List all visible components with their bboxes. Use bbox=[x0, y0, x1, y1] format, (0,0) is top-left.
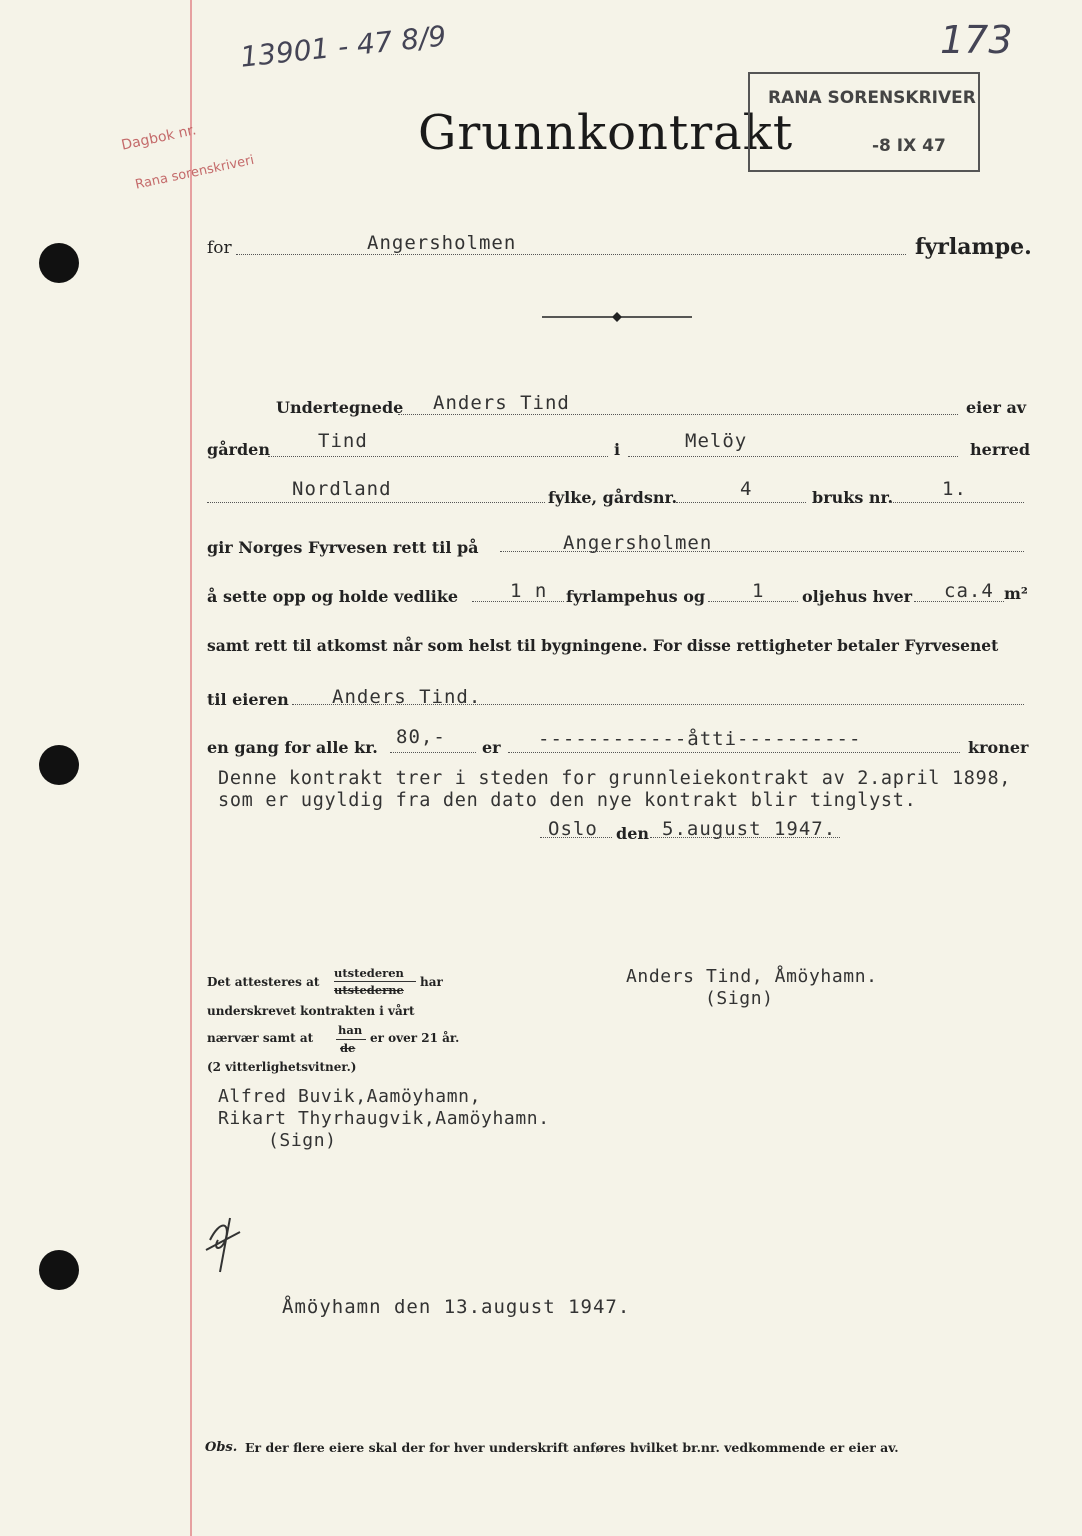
attest-line-3a: nærvær samt at bbox=[207, 1031, 314, 1045]
fraction-line bbox=[336, 1039, 366, 1040]
gir-value: Angersholmen bbox=[563, 532, 713, 554]
signatory-name: Anders Tind, Åmöyhamn. bbox=[626, 966, 878, 987]
page-number: 173 bbox=[940, 18, 1013, 62]
undertegnede-value: Anders Tind bbox=[433, 392, 570, 414]
red-stamp-line1: Dagbok nr. bbox=[120, 122, 198, 154]
herred-value: Melöy bbox=[685, 430, 748, 452]
attest-line-4: (2 vitterlighetsvitner.) bbox=[207, 1060, 357, 1074]
place-date: Åmöyhamn den 13.august 1947. bbox=[282, 1296, 631, 1318]
kroner-label: kroner bbox=[968, 738, 1029, 757]
bruks-label: bruks nr. bbox=[812, 488, 894, 507]
attest-utstederen: utstederen bbox=[334, 966, 404, 980]
garden-label: gården bbox=[207, 440, 270, 459]
dotted-line bbox=[268, 456, 608, 457]
attest-har: har bbox=[420, 975, 443, 989]
margin-line bbox=[190, 0, 192, 1536]
date-value: 5.august 1947. bbox=[662, 818, 837, 840]
signatory-sign: (Sign) bbox=[705, 988, 774, 1009]
amount-value: 80,- bbox=[396, 726, 446, 748]
area-value: ca.4 bbox=[944, 580, 994, 602]
er-label: er bbox=[482, 738, 501, 757]
attest-de: de bbox=[340, 1041, 356, 1055]
obs-label: Obs. bbox=[205, 1440, 238, 1455]
attest-line-1a: Det attesteres at bbox=[207, 975, 320, 989]
eier-av-label: eier av bbox=[966, 398, 1027, 417]
attest-line-3b: er over 21 år. bbox=[370, 1031, 460, 1045]
ornament-divider bbox=[542, 310, 692, 324]
for-label: for bbox=[207, 238, 232, 258]
fraction-line bbox=[334, 981, 416, 982]
date-stamp bbox=[748, 72, 980, 172]
oljehus-label: oljehus hver bbox=[802, 587, 913, 606]
handwritten-initials bbox=[200, 1210, 250, 1280]
witness-2: Rikart Thyrhaugvik,Aamöyhamn. bbox=[218, 1108, 550, 1129]
attest-line-2: underskrevet kontrakten i vårt bbox=[207, 1004, 415, 1018]
amount-words: ------------åtti---------- bbox=[538, 728, 862, 750]
note-line-1: Denne kontrakt trer i steden for grunnleiekontrakt av 2.april 1898, bbox=[218, 768, 1012, 789]
herred-label: herred bbox=[970, 440, 1031, 459]
note-line-2: som er ugyldig fra den dato den nye kontrakt blir tinglyst. bbox=[218, 790, 917, 811]
handwritten-reference: 13901 - 47 8/9 bbox=[238, 19, 448, 74]
dotted-line bbox=[890, 502, 1024, 503]
gang-label: en gang for alle kr. bbox=[207, 738, 378, 757]
witness-sign: (Sign) bbox=[268, 1130, 337, 1151]
til-eieren-label: til eieren bbox=[207, 690, 289, 709]
document-title: Grunnkontrakt bbox=[418, 105, 794, 161]
dotted-line bbox=[508, 752, 960, 753]
undertegnede-label: Undertegnede bbox=[276, 398, 404, 417]
witness-1: Alfred Buvik,Aamöyhamn, bbox=[218, 1086, 482, 1107]
garden-value: Tind bbox=[318, 430, 368, 452]
til-eieren-value: Anders Tind. bbox=[332, 686, 482, 708]
fylke-label: fylke, gårdsnr. bbox=[548, 488, 678, 507]
oljehus-count: 1 bbox=[752, 580, 765, 602]
dotted-line bbox=[628, 456, 958, 457]
samt-line: samt rett til atkomst når som helst til bygningene. For disse rettigheter betaler Fyrvesenet bbox=[207, 636, 999, 655]
dotted-line bbox=[236, 254, 906, 255]
i-label: i bbox=[614, 440, 621, 459]
dotted-line bbox=[207, 502, 545, 503]
den-label: den bbox=[616, 824, 649, 843]
fyrlampe-label: fyrlampe. bbox=[915, 234, 1032, 260]
punch-hole bbox=[39, 745, 79, 785]
dotted-line bbox=[398, 414, 958, 415]
gir-label: gir Norges Fyrvesen rett til på bbox=[207, 538, 479, 557]
gardsnr-value: 4 bbox=[740, 478, 753, 500]
place-value: Oslo bbox=[548, 818, 598, 840]
bruks-value: 1. bbox=[942, 478, 967, 500]
stamp-date: -8 IX 47 bbox=[872, 136, 946, 156]
stamp-office: RANA SORENSKRIVER bbox=[768, 88, 976, 108]
attest-utstederne: utstederne bbox=[334, 983, 404, 997]
for-value: Angersholmen bbox=[367, 232, 517, 254]
obs-text: Er der flere eiere skal der for hver underskrift anføres hvilket br.nr. vedkommende er eier av. bbox=[245, 1440, 899, 1455]
fylke-value: Nordland bbox=[292, 478, 392, 500]
fyrlampehus-label: fyrlampehus og bbox=[566, 587, 706, 606]
dotted-line bbox=[390, 752, 476, 753]
fyrlampehus-count: 1 n bbox=[510, 580, 548, 602]
sette-label: å sette opp og holde vedlike bbox=[207, 587, 459, 606]
attest-han: han bbox=[338, 1023, 363, 1037]
dotted-line bbox=[676, 502, 806, 503]
punch-hole bbox=[39, 243, 79, 283]
red-stamp-line2: Rana sorenskriveri bbox=[134, 152, 256, 193]
area-unit: m² bbox=[1004, 584, 1028, 603]
punch-hole bbox=[39, 1250, 79, 1290]
